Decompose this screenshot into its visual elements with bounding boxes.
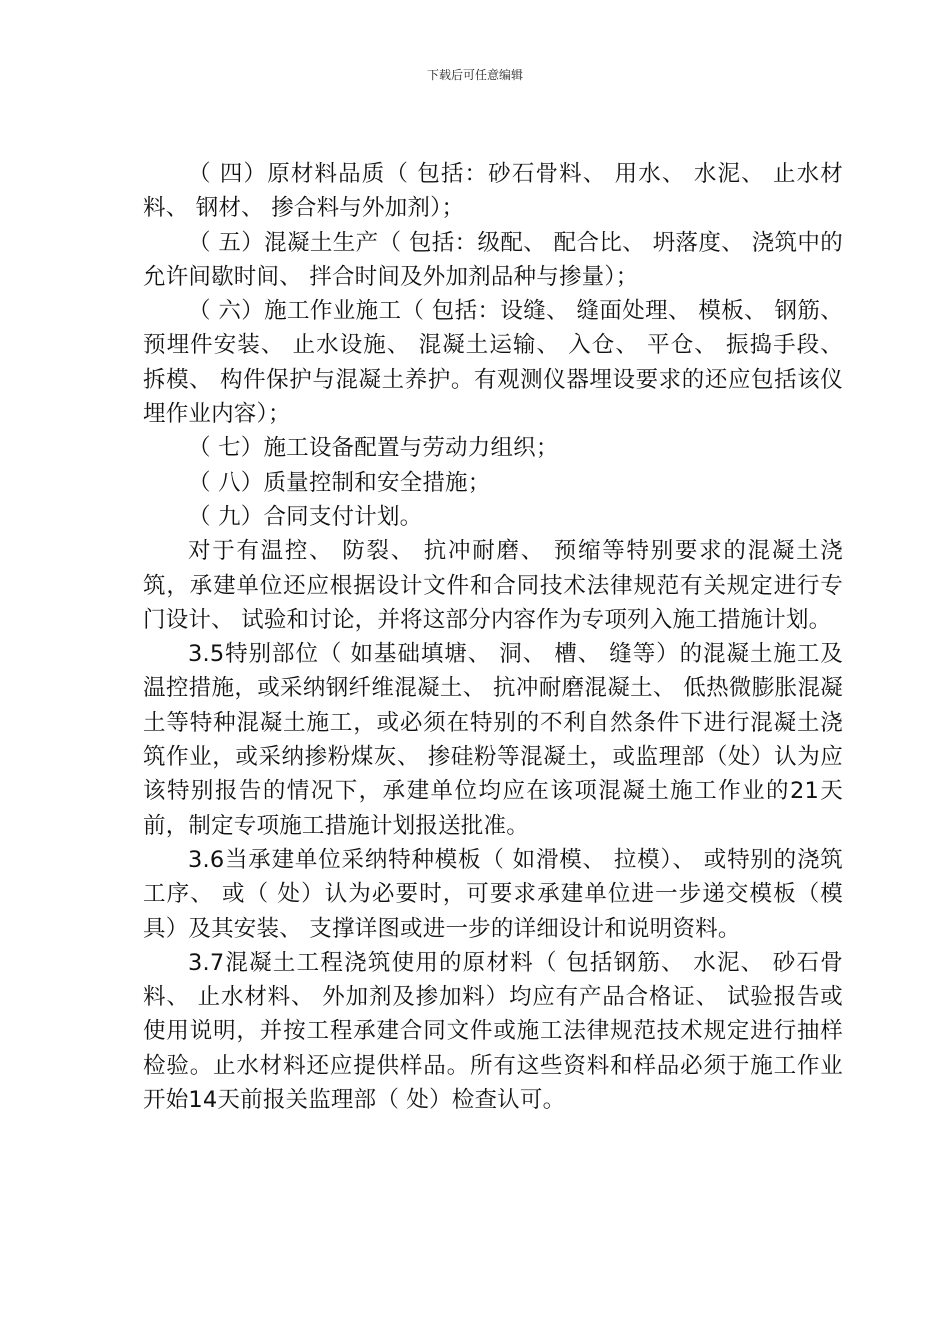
paragraph-item-9: （ 九）合同支付计划。 bbox=[188, 503, 423, 530]
paragraph-section-3-6: 3.6当承建单位采纳特种模板（ 如滑模、 拉模）、 或特别的浇筑工序、 或（ 处）认为必要时，可要求承建单位进一步递交模板（模具）及其安装、 支撑详图或进一步的详细设计和说明资料。 bbox=[143, 846, 843, 942]
paragraph-item-4: （ 四）原材料品质（ 包括：砂石骨料、 用水、 水泥、 止水材料、 钢材、 掺合料与外加剂）； bbox=[143, 161, 843, 222]
paragraph-item-5: （ 五）混凝土生产（ 包括：级配、 配合比、 坍落度、 浇筑中的允许间歇时间、 拌合时间及外加剂品种与掺量）； bbox=[143, 229, 843, 290]
page-header: 下载后可任意编辑 bbox=[426, 68, 523, 82]
paragraph-special-requirements: 对于有温控、 防裂、 抗冲耐磨、 预缩等特别要求的混凝土浇筑，承建单位还应根据设计文件和合同技术法律规范有关规定进行专门设计、 试验和讨论，并将这部分内容作为专项列入施工措施计划。 bbox=[143, 538, 843, 633]
paragraph-item-6: （ 六）施工作业施工（ 包括：设缝、 缝面处理、 模板、 钢筋、 预埋件安装、 止水设施、 混凝土运输、 入仓、 平仓、 振捣手段、 拆模、 构件保护与混凝土养护。有观测仪器埋设要求的还应包括该仪埋作业内容）； bbox=[143, 298, 843, 428]
paragraph-section-3-7: 3.7混凝土工程浇筑使用的原材料（ 包括钢筋、 水泥、 砂石骨料、 止水材料、 外加剂及掺加料）均应有产品合格证、 试验报告或使用说明，并按工程承建合同文件或施工法律规范技术规定进行抽样检验。止水材料还应提供样品。所有这些资料和样品必须于施工作业开始14天前报关监理部（ 处）检查认可。 bbox=[143, 949, 843, 1114]
paragraph-section-3-5: 3.5特别部位（ 如基础填塘、 洞、 槽、 缝等）的混凝土施工及温控措施，或采纳钢纤维混凝土、 抗冲耐磨混凝土、 低热微膨胀混凝土等特种混凝土施工，或必须在特别的不利自然条件下进行混凝土浇筑作业，或采纳掺粉煤灰、 掺硅粉等混凝土，或监理部（处）认为应该特别报告的情况下，承建单位均应在该项混凝土施工作业的21天前，制定专项施工措施计划报送批准。 bbox=[143, 641, 843, 839]
paragraph-item-8: （ 八）质量控制和安全措施； bbox=[188, 469, 491, 496]
document-body bbox=[143, 157, 843, 1117]
paragraph-item-7: （ 七）施工设备配置与劳动力组织； bbox=[188, 435, 559, 462]
